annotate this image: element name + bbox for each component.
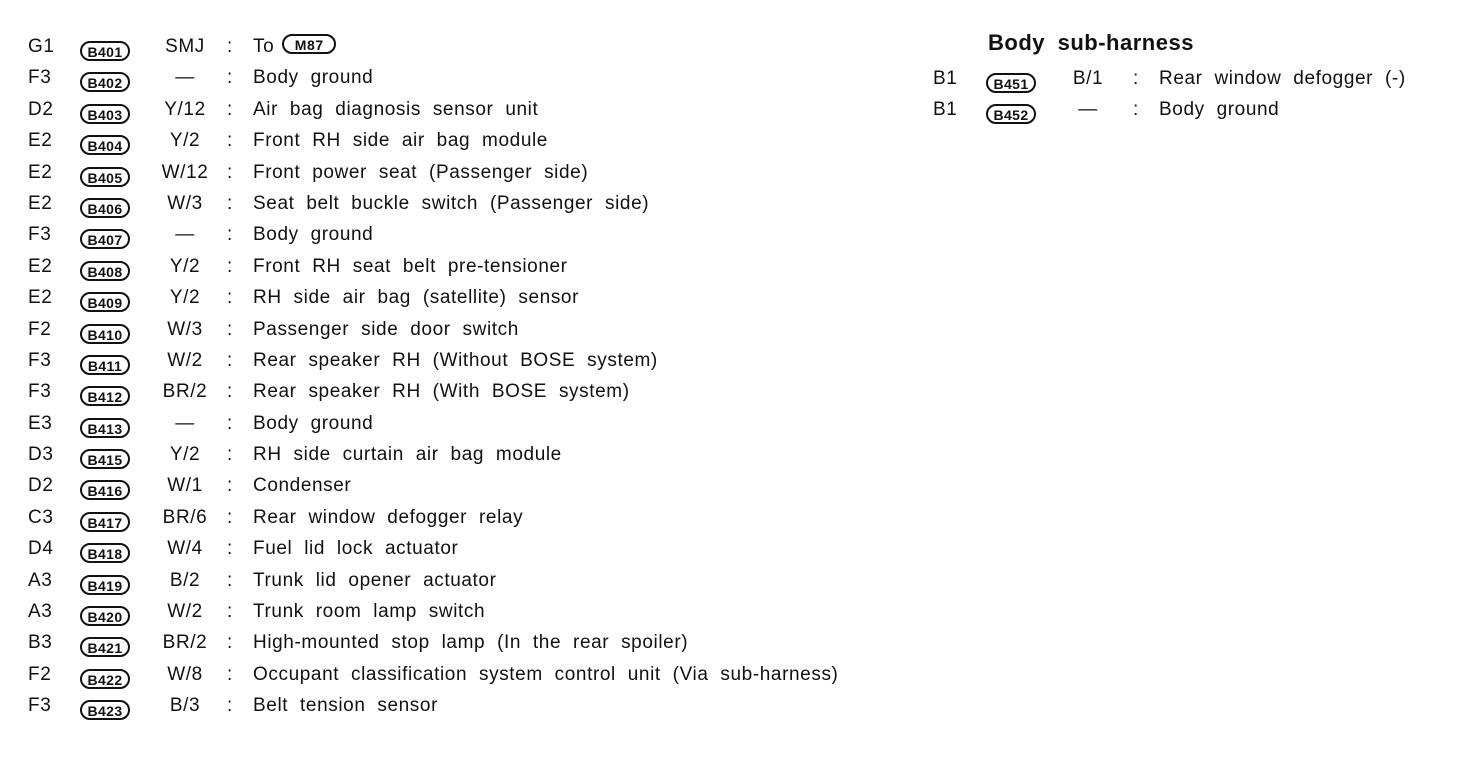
connector-number-badge: B415: [80, 449, 130, 469]
description-text: High-mounted stop lamp (In the rear spoiler): [253, 632, 689, 654]
connector-description: [253, 94, 538, 125]
separator-colon: :: [227, 569, 233, 591]
connector-description: [253, 251, 568, 282]
description-text: Trunk lid opener actuator: [253, 569, 497, 591]
connector-description: [253, 690, 438, 721]
separator-colon: :: [227, 255, 233, 277]
connector-number-badge: B401: [80, 41, 130, 61]
description-text: Rear window defogger relay: [253, 506, 524, 528]
description-text: Body ground: [1159, 99, 1280, 121]
grid-zone: F3: [28, 695, 52, 717]
connector-type: Y/12: [164, 98, 206, 120]
connector-description: [253, 470, 351, 501]
connector-type: Y/2: [169, 255, 201, 277]
separator-colon: :: [1133, 68, 1139, 89]
connector-type: B/3: [169, 695, 201, 717]
connector-description: [1159, 94, 1279, 125]
separator-colon: :: [227, 349, 233, 371]
connector-type: BR/6: [162, 506, 208, 528]
connector-type: —: [175, 67, 195, 89]
connector-description: [253, 345, 658, 376]
grid-zone: D2: [28, 98, 54, 120]
grid-zone: D2: [28, 475, 54, 497]
separator-colon: :: [227, 695, 233, 717]
connector-number-badge: B402: [80, 72, 130, 92]
description-text: Fuel lid lock actuator: [253, 538, 459, 560]
separator-colon: :: [227, 224, 233, 246]
separator-colon: :: [227, 538, 233, 560]
connector-type: Y/2: [169, 287, 201, 309]
connector-type: BR/2: [162, 381, 208, 403]
connector-number-badge: B410: [80, 324, 130, 344]
connector-type: —: [175, 412, 195, 434]
separator-colon: :: [227, 444, 233, 466]
grid-zone: B3: [28, 632, 53, 654]
description-text: Belt tension sensor: [253, 695, 438, 717]
description-text: Front RH side air bag module: [253, 130, 548, 152]
connector-number-badge: B419: [80, 575, 130, 595]
description-text: Trunk room lamp switch: [253, 601, 486, 623]
connector-description: [253, 31, 336, 62]
grid-zone: D3: [28, 444, 54, 466]
connector-number-badge: B417: [80, 512, 130, 532]
connector-description: [253, 565, 497, 596]
separator-colon: :: [227, 506, 233, 528]
description-text: RH side curtain air bag module: [253, 444, 562, 466]
connector-type: W/2: [167, 601, 203, 623]
grid-zone: G1: [28, 36, 55, 57]
connector-description: [253, 376, 630, 407]
grid-zone: F3: [28, 349, 52, 371]
connector-description: [253, 314, 519, 345]
description-text: Rear window defogger (-): [1159, 68, 1406, 89]
connector-type: W/8: [167, 663, 203, 685]
connector-type: —: [175, 224, 195, 246]
separator-colon: :: [227, 601, 233, 623]
separator-colon: :: [227, 475, 233, 497]
connector-type: —: [1078, 99, 1098, 121]
connector-number-badge: B421: [80, 637, 130, 657]
connector-description: [253, 439, 562, 470]
separator-colon: :: [227, 192, 233, 214]
connector-type: Y/2: [169, 444, 201, 466]
connector-type: B/2: [169, 569, 201, 591]
connector-number-badge: B420: [80, 606, 130, 626]
connector-number-badge: B412: [80, 386, 130, 406]
connector-type: BR/2: [162, 632, 208, 654]
separator-colon: :: [227, 318, 233, 340]
connector-description: [253, 502, 523, 533]
grid-zone: F3: [28, 381, 52, 403]
separator-colon: :: [227, 67, 233, 89]
connector-type: W/12: [161, 161, 209, 183]
connector-number-badge: B422: [80, 669, 130, 689]
separator-colon: :: [227, 130, 233, 152]
connector-description: [253, 188, 649, 219]
description-text: Passenger side door switch: [253, 318, 519, 340]
sub-harness-title: Body sub-harness: [988, 30, 1194, 55]
connector-number-badge: B408: [80, 261, 130, 281]
separator-colon: :: [227, 663, 233, 685]
grid-zone: E2: [28, 161, 53, 183]
grid-zone: F3: [28, 224, 52, 246]
connector-number-badge: B405: [80, 167, 130, 187]
connector-number-badge: B451: [986, 73, 1036, 93]
separator-colon: :: [227, 381, 233, 403]
description-text: Rear speaker RH (Without BOSE system): [253, 349, 658, 371]
description-text: Air bag diagnosis sensor unit: [253, 98, 539, 120]
description-text: RH side air bag (satellite) sensor: [253, 287, 580, 309]
grid-zone: C3: [28, 506, 54, 528]
grid-zone: A3: [28, 569, 53, 591]
connector-type: W/3: [167, 318, 203, 340]
grid-zone: E2: [28, 287, 53, 309]
grid-zone: B1: [933, 68, 958, 89]
target-connector-badge: M87: [282, 34, 336, 54]
description-text: Seat belt buckle switch (Passenger side): [253, 192, 650, 214]
description-text: Body ground: [253, 67, 374, 89]
connector-type: W/4: [167, 538, 203, 560]
connector-number-badge: B404: [80, 135, 130, 155]
grid-zone: F3: [28, 67, 52, 89]
grid-zone: E2: [28, 192, 53, 214]
separator-colon: :: [1133, 99, 1139, 121]
description-text: Body ground: [253, 412, 374, 434]
connector-number-badge: B418: [80, 543, 130, 563]
connector-number-badge: B403: [80, 104, 130, 124]
connector-type: SMJ: [165, 36, 205, 57]
grid-zone: E2: [28, 130, 53, 152]
description-text: To: [253, 36, 275, 57]
separator-colon: :: [227, 632, 233, 654]
connector-number-badge: B452: [986, 104, 1036, 124]
separator-colon: :: [227, 287, 233, 309]
connector-description: [253, 219, 373, 250]
connector-number-badge: B407: [80, 229, 130, 249]
connector-type: B/1: [1072, 68, 1104, 89]
connector-number-badge: B411: [80, 355, 130, 375]
connector-type: W/1: [167, 475, 203, 497]
separator-colon: :: [227, 161, 233, 183]
grid-zone: F2: [28, 663, 52, 685]
description-text: Body ground: [253, 224, 374, 246]
connector-description: [253, 282, 579, 313]
connector-description: [253, 157, 588, 188]
connector-description: [253, 62, 373, 93]
description-text: Front power seat (Passenger side): [253, 161, 589, 183]
grid-zone: A3: [28, 601, 53, 623]
connector-type: Y/2: [169, 130, 201, 152]
separator-colon: :: [227, 36, 233, 57]
separator-colon: :: [227, 98, 233, 120]
connector-description: [253, 533, 458, 564]
connector-description: [253, 125, 548, 156]
connector-description: [253, 408, 373, 439]
connector-description: [253, 596, 485, 627]
description-text: Condenser: [253, 475, 352, 497]
connector-number-badge: B423: [80, 700, 130, 720]
separator-colon: :: [227, 412, 233, 434]
connector-description: [253, 659, 838, 690]
connector-number-badge: B409: [80, 292, 130, 312]
connector-description: [1159, 63, 1406, 94]
description-text: Front RH seat belt pre-tensioner: [253, 255, 568, 277]
connector-type: W/2: [167, 349, 203, 371]
connector-number-badge: B413: [80, 418, 130, 438]
grid-zone: E3: [28, 412, 53, 434]
connector-number-badge: B406: [80, 198, 130, 218]
grid-zone: E2: [28, 255, 53, 277]
grid-zone: D4: [28, 538, 54, 560]
connector-number-badge: B416: [80, 480, 130, 500]
connector-description: [253, 627, 688, 658]
description-text: Rear speaker RH (With BOSE system): [253, 381, 630, 403]
description-text: Occupant classification system control unit (Via sub-harness): [253, 663, 839, 685]
grid-zone: F2: [28, 318, 52, 340]
connector-type: W/3: [167, 192, 203, 214]
grid-zone: B1: [933, 99, 958, 121]
